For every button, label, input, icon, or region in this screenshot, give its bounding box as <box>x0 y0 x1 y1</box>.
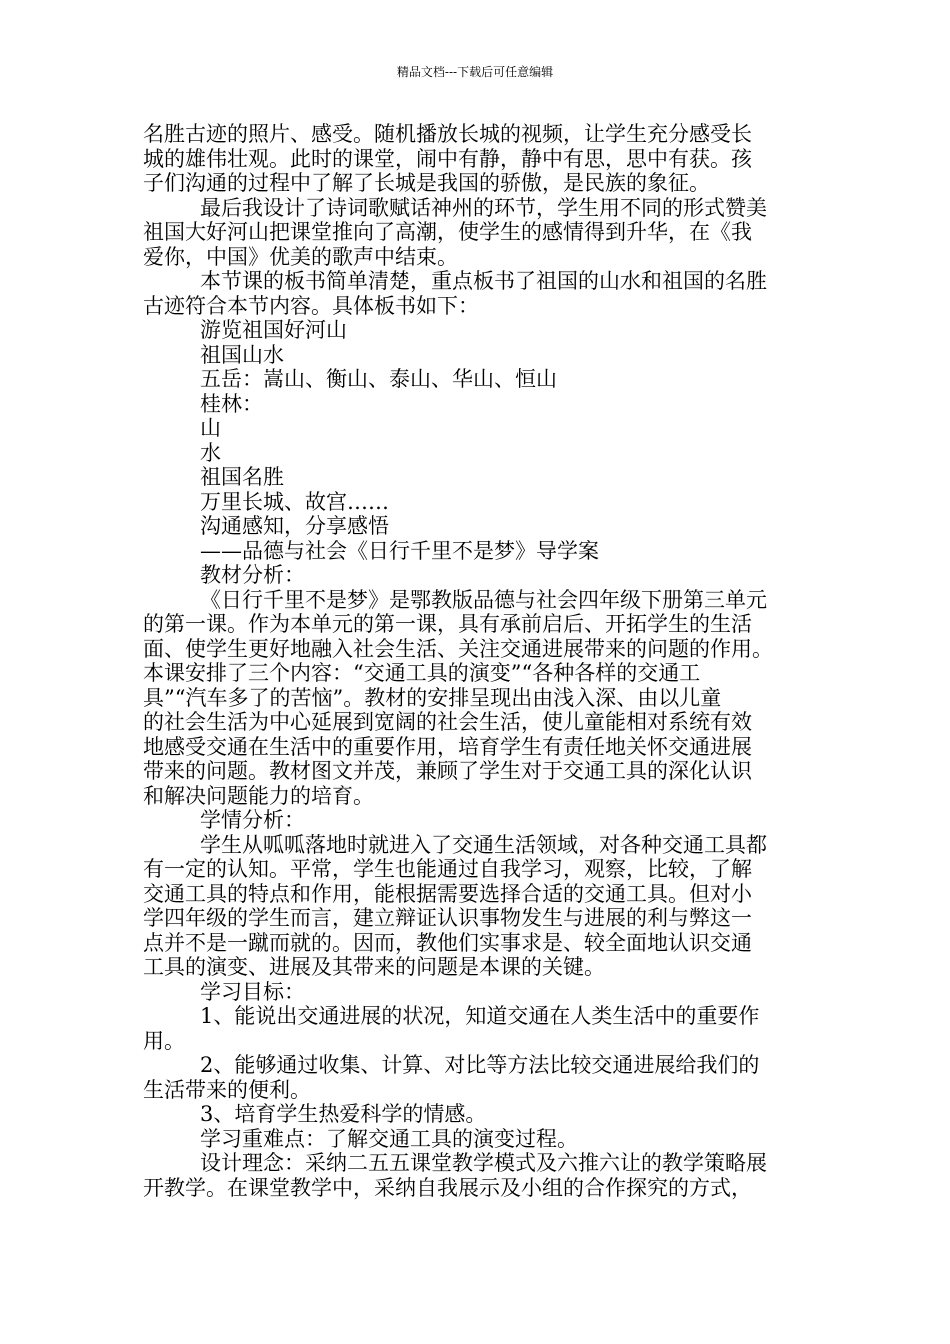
text-line: 山 <box>200 416 221 440</box>
text-line: 的第一课。作为本单元的第一课，具有承前启后、开拓学生的生活 <box>143 612 752 636</box>
text-line: 设计理念：采纳二五五课堂教学模式及六推六让的教学策略展 <box>200 1151 767 1175</box>
text-line: 2、能够通过收集、计算、对比等方法比较交通进展给我们的 <box>200 1053 760 1077</box>
text-line: 万里长城、故宫…… <box>200 489 389 514</box>
text-line: 1、能说出交通进展的状况，知道交通在人类生活中的重要作 <box>200 1004 760 1028</box>
text-line: 五岳：嵩山、衡山、泰山、华山、恒山 <box>200 367 557 391</box>
text-line: 最后我设计了诗词歌赋话神州的环节，学生用不同的形式赞美 <box>200 195 767 220</box>
text-line: 古迹符合本节内容。具体板书如下： <box>143 293 479 318</box>
text-line: 《日行千里不是梦》是鄂教版品德与社会四年级下册第三单元 <box>200 587 767 612</box>
text-line: 祖国山水 <box>200 342 284 367</box>
text-line: 带来的问题。教材图文并茂，兼顾了学生对于交通工具的深化认识 <box>143 759 752 783</box>
text-line: 祖国名胜 <box>200 465 284 489</box>
text-line: 爱你，中国》优美的歌声中结束。 <box>143 244 458 269</box>
text-line: 本节课的板书简单清楚，重点板书了祖国的山水和祖国的名胜 <box>200 269 767 293</box>
text-line: 开教学。在课堂教学中，采纳自我展示及小组的合作探究的方式， <box>143 1175 752 1200</box>
text-line: 教材分析： <box>200 563 305 587</box>
text-line: 有一定的认知。平常，学生也能通过自我学习，观察，比较，了解 <box>143 857 752 881</box>
text-line: 桂林： <box>200 391 263 416</box>
text-line: ——品德与社会《日行千里不是梦》导学案 <box>200 538 599 563</box>
text-line: 学四年级的学生而言，建立辩证认识事物发生与进展的利与弊这一 <box>143 906 752 930</box>
text-line: 学习目标： <box>200 979 305 1004</box>
text-line: 城的雄伟壮观。此时的课堂，闹中有静，静中有思，思中有获。孩 <box>143 146 752 171</box>
text-line: 学生从呱呱落地时就进入了交通生活领域，对各种交通工具都 <box>200 832 767 857</box>
text-line: 游览祖国好河山 <box>200 318 347 342</box>
text-line: 工具的演变、进展及其带来的问题是本课的关键。 <box>143 955 605 979</box>
text-line: 地感受交通在生活中的重要作用，培育学生有责任地关怀交通进展 <box>143 734 752 759</box>
text-line: 交通工具的特点和作用，能根据需要选择合适的交通工具。但对小 <box>143 881 752 906</box>
document-body <box>143 122 823 1200</box>
text-line: 3、培育学生热爱科学的情感。 <box>200 1102 487 1126</box>
text-line: 点并不是一蹴而就的。因而，教他们实事求是、较全面地认识交通 <box>143 930 752 955</box>
text-line: 名胜古迹的照片、感受。随机播放长城的视频，让学生充分感受长 <box>143 122 752 146</box>
text-line: 用。 <box>143 1028 185 1053</box>
text-line: 和解决问题能力的培育。 <box>143 783 374 808</box>
text-line: 本课安排了三个内容：“交通工具的演变”“各种各样的交通工 <box>143 661 701 685</box>
page-header: 精品文档---下载后可任意编辑 <box>396 65 554 79</box>
text-line: 生活带来的便利。 <box>143 1077 311 1102</box>
text-line: 水 <box>200 440 221 465</box>
text-line: 的社会生活为中心延展到宽阔的社会生活，使儿童能相对系统有效 <box>143 710 752 734</box>
text-line: 沟通感知，分享感悟 <box>200 514 389 538</box>
text-line: 学情分析： <box>200 808 305 832</box>
text-line: 具”“汽车多了的苦恼”。教材的安排呈现出由浅入深、由以儿童 <box>143 685 722 710</box>
text-line: 面、使学生更好地融入社会生活、关注交通进展带来的问题的作用。 <box>143 636 773 661</box>
text-line: 学习重难点：了解交通工具的演变过程。 <box>200 1126 578 1151</box>
text-line: 子们沟通的过程中了解了长城是我国的骄傲，是民族的象征。 <box>143 171 710 195</box>
text-line: 祖国大好河山把课堂推向了高潮，使学生的感情得到升华，在《我 <box>143 220 752 244</box>
